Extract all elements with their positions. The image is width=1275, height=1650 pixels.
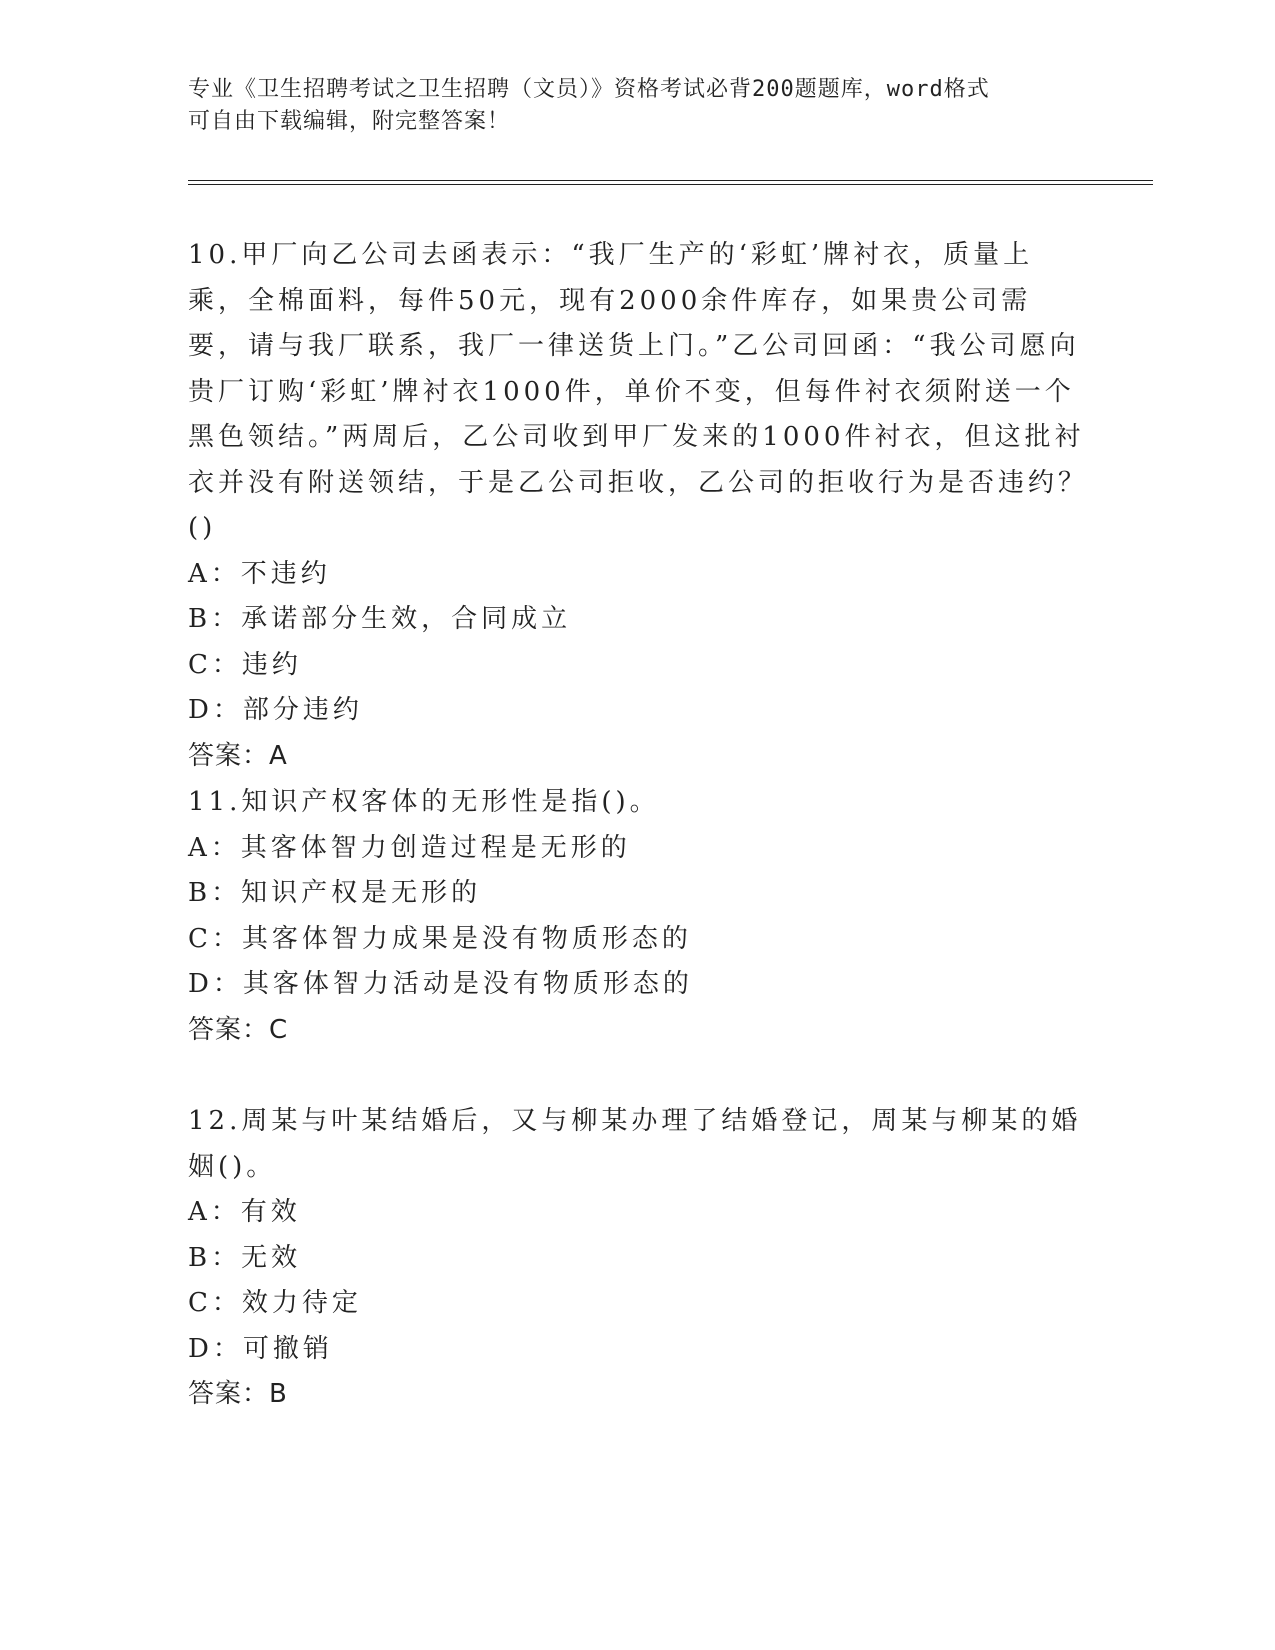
answer: 答案：C (188, 1014, 289, 1045)
header-line-1: 专业《卫生招聘考试之卫生招聘（文员）》资格考试必背200题题库，word格式 (188, 77, 990, 102)
question-10 (188, 233, 1088, 779)
option-a: A：其客体智力创造过程是无形的 (188, 832, 631, 863)
question-stem: 11.知识产权客体的无形性是指()。 (188, 787, 660, 817)
question-stem: 12.周某与叶某结婚后，又与柳某办理了结婚登记，周某与柳某的婚姻()。 (188, 1106, 1082, 1182)
question-stem: 10.甲厂向乙公司去函表示：“我厂生产的‘彩虹’牌衬衣，质量上乘，全棉面料，每件50元，现有2000余件库存，如果贵公司需要，请与我厂联系，我厂一律送货上门。”乙公司回函：“我公司愿向贵厂订购‘彩虹’牌衬衣1000件，单价不变，但每件衬衣须附送一个黑色领结。”两周后，乙公司收到甲厂发来的1000件衬衣，但这批衬衣并没有附送领结，于是乙公司拒收，乙公司的拒收行为是否违约？() (188, 240, 1089, 543)
header-line-2: 可自由下载编辑，附完整答案！ (188, 109, 511, 134)
option-c: C：其客体智力成果是没有物质形态的 (188, 923, 692, 954)
option-b: B：承诺部分生效，合同成立 (188, 604, 572, 634)
answer: 答案：B (188, 1379, 288, 1409)
question-11 (188, 780, 1088, 1053)
option-b: B：无效 (188, 1242, 302, 1273)
option-a: A：有效 (188, 1197, 301, 1227)
option-a: A：不违约 (188, 558, 331, 589)
header-double-rule (188, 180, 1153, 185)
option-c: C：违约 (188, 649, 302, 680)
option-d: D：可撤销 (188, 1333, 333, 1364)
option-d: D：部分违约 (188, 695, 363, 725)
question-12 (188, 1099, 1088, 1418)
document-header (188, 74, 1088, 138)
option-b: B：知识产权是无形的 (188, 878, 482, 908)
option-c: C：效力待定 (188, 1288, 362, 1318)
answer: 答案：A (188, 740, 288, 771)
option-d: D：其客体智力活动是没有物质形态的 (188, 969, 693, 999)
